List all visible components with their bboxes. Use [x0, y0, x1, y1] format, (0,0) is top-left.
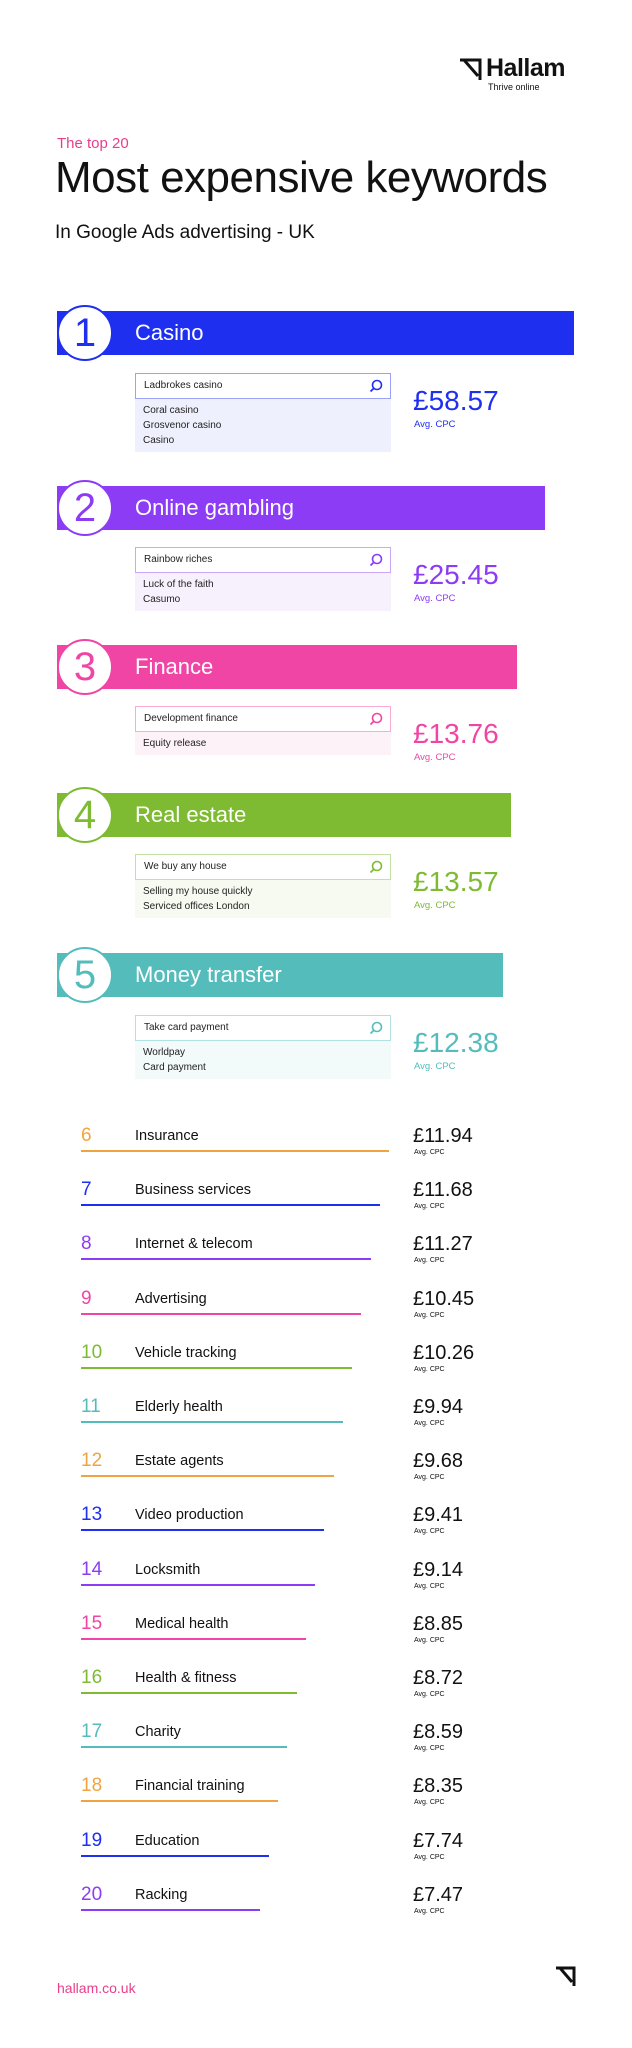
search-input[interactable]: [135, 854, 391, 880]
category-label: Estate agents: [135, 1453, 224, 1470]
avg-cpc-label: Avg. CPC: [414, 1420, 445, 1427]
rank-underline: [81, 1204, 380, 1206]
avg-cpc-value: £7.74: [413, 1829, 464, 1852]
rank-underline: [81, 1150, 389, 1152]
avg-cpc-value: £10.45: [413, 1287, 475, 1310]
rank-number: 11: [81, 1396, 101, 1417]
avg-cpc-value: £7.47: [413, 1883, 464, 1906]
suggestion-item[interactable]: Luck of the faith: [143, 579, 214, 590]
avg-cpc-value: £25.45: [413, 559, 499, 590]
rank-underline: [81, 1367, 352, 1369]
avg-cpc-label: Avg. CPC: [414, 1636, 445, 1644]
rank-underline: [81, 1258, 371, 1260]
avg-cpc-label: Avg. CPC: [414, 1691, 445, 1698]
search-suggestions: [135, 399, 391, 452]
category-banner: [57, 793, 511, 837]
category-label: Health & fitness: [135, 1670, 237, 1686]
search-query: Rainbow riches: [144, 554, 213, 565]
rank-badge: 3: [57, 639, 113, 695]
search-query: Development finance: [144, 713, 238, 724]
search-input[interactable]: [135, 706, 391, 732]
avg-cpc-value: £9.94: [413, 1396, 464, 1418]
page-title: Most expensive keywords: [55, 153, 548, 202]
brand-tagline: Thrive online: [488, 82, 540, 92]
search-suggestions: [135, 880, 391, 918]
brand-logo: [460, 56, 580, 96]
search-icon[interactable]: [369, 1021, 383, 1035]
rank-number: 6: [81, 1125, 92, 1146]
suggestion-item[interactable]: Grosvenor casino: [143, 420, 222, 431]
rank-number: 8: [81, 1233, 92, 1255]
avg-cpc-label: Avg. CPC: [414, 752, 456, 763]
rank-underline: [81, 1855, 269, 1857]
avg-cpc-value: £9.41: [413, 1504, 464, 1527]
search-example: [135, 547, 391, 611]
rank-underline: [81, 1638, 306, 1640]
avg-cpc-value: £8.59: [413, 1721, 464, 1744]
rank-number: 14: [81, 1558, 103, 1580]
footer-url[interactable]: hallam.co.uk: [57, 1980, 136, 1996]
rank-underline: [81, 1475, 334, 1477]
category-label: Medical health: [135, 1615, 229, 1632]
search-input[interactable]: [135, 373, 391, 399]
avg-cpc-value: £8.35: [413, 1775, 464, 1798]
category-label: Insurance: [135, 1128, 199, 1144]
search-example: [135, 854, 391, 918]
category-label: Vehicle tracking: [135, 1344, 237, 1361]
avg-cpc-value: £8.72: [413, 1667, 464, 1689]
suggestion-item[interactable]: Worldpay: [143, 1047, 186, 1058]
avg-cpc-value: £13.57: [413, 866, 499, 897]
avg-cpc-value: £11.94: [413, 1125, 473, 1147]
search-icon[interactable]: [369, 712, 383, 726]
rank-underline: [81, 1746, 287, 1748]
search-icon[interactable]: [369, 553, 383, 567]
rank-number: 20: [81, 1883, 103, 1905]
avg-cpc-value: £12.38: [413, 1027, 499, 1058]
avg-cpc-label: Avg. CPC: [414, 1745, 445, 1753]
search-suggestions: [135, 573, 391, 611]
rank-underline: [81, 1584, 315, 1586]
avg-cpc-label: Avg. CPC: [414, 1799, 445, 1807]
category-label: Online gambling: [135, 495, 294, 520]
avg-cpc-label: Avg. CPC: [414, 1257, 445, 1265]
search-query: Take card payment: [144, 1022, 229, 1033]
search-query: Ladbrokes casino: [144, 380, 223, 391]
search-example: [135, 706, 391, 755]
search-example: [135, 373, 391, 452]
suggestion-item[interactable]: Casumo: [143, 594, 181, 605]
category-label: Real estate: [135, 802, 247, 827]
avg-cpc-label: Avg. CPC: [414, 1474, 445, 1482]
hallam-footer-mark-icon: [556, 1966, 576, 1986]
header-kicker: The top 20: [57, 135, 129, 152]
category-label: Locksmith: [135, 1561, 201, 1578]
rank-number: 19: [81, 1829, 103, 1851]
rank-number: 15: [81, 1612, 103, 1634]
avg-cpc-value: £58.57: [413, 385, 499, 416]
rank-number: 9: [81, 1287, 92, 1309]
rank-badge: 1: [57, 305, 113, 361]
avg-cpc-label: Avg. CPC: [414, 1528, 445, 1536]
rank-number: 18: [81, 1775, 103, 1797]
avg-cpc-value: £11.68: [413, 1179, 473, 1202]
avg-cpc-label: Avg. CPC: [414, 900, 456, 911]
category-label: Business services: [135, 1182, 252, 1199]
rank-underline: [81, 1529, 324, 1531]
search-input[interactable]: [135, 547, 391, 573]
category-banner: [57, 645, 517, 689]
avg-cpc-value: £9.68: [413, 1450, 464, 1473]
rank-badge: 2: [57, 480, 113, 536]
rank-underline: [81, 1421, 343, 1423]
search-suggestions: [135, 1041, 391, 1079]
rank-underline: [81, 1692, 297, 1694]
suggestion-item[interactable]: Selling my house quickly: [143, 886, 253, 897]
avg-cpc-value: £10.26: [413, 1341, 475, 1364]
suggestion-item[interactable]: Equity release: [143, 738, 207, 749]
avg-cpc-value: £9.14: [413, 1558, 464, 1581]
avg-cpc-label: Avg. CPC: [414, 1149, 445, 1156]
search-suggestions: [135, 732, 391, 755]
suggestion-item[interactable]: Casino: [143, 435, 175, 446]
category-label: Elderly health: [135, 1399, 223, 1415]
search-input[interactable]: [135, 1015, 391, 1041]
search-icon[interactable]: [369, 860, 383, 874]
rank-underline: [81, 1800, 278, 1802]
category-banner: [57, 953, 503, 997]
category-label: Racking: [135, 1886, 188, 1903]
avg-cpc-value: £13.76: [413, 718, 499, 749]
rank-underline: [81, 1313, 361, 1315]
category-label: Casino: [135, 320, 204, 345]
rank-badge: 5: [57, 947, 113, 1003]
avg-cpc-value: £11.27: [413, 1233, 473, 1256]
rank-number: 7: [81, 1179, 92, 1201]
category-label: Charity: [135, 1724, 181, 1741]
rank-number: 16: [81, 1667, 103, 1688]
suggestion-item[interactable]: Coral casino: [143, 405, 199, 416]
rank-underline: [81, 1909, 260, 1911]
rank-badge: 4: [57, 787, 113, 843]
rank-number: 13: [81, 1504, 103, 1526]
search-example: [135, 1015, 391, 1079]
avg-cpc-label: Avg. CPC: [414, 1582, 445, 1590]
avg-cpc-label: Avg. CPC: [414, 1203, 445, 1211]
avg-cpc-label: Avg. CPC: [414, 1853, 445, 1861]
avg-cpc-label: Avg. CPC: [414, 1365, 445, 1373]
avg-cpc-label: Avg. CPC: [414, 419, 456, 430]
category-banner: [57, 486, 545, 530]
rank-number: 17: [81, 1721, 103, 1743]
category-label: Money transfer: [135, 962, 282, 987]
hallam-logo-mark-icon: [460, 58, 482, 80]
category-label: Education: [135, 1832, 200, 1849]
suggestion-item[interactable]: Serviced offices London: [143, 901, 250, 912]
avg-cpc-label: Avg. CPC: [414, 1061, 456, 1072]
avg-cpc-label: Avg. CPC: [414, 1311, 445, 1319]
suggestion-item[interactable]: Card payment: [143, 1062, 206, 1073]
category-banner: [57, 311, 574, 355]
brand-name: Hallam: [486, 54, 565, 82]
category-label: Financial training: [135, 1778, 245, 1795]
rank-number: 10: [81, 1341, 103, 1363]
page-subtitle: In Google Ads advertising - UK: [55, 222, 315, 243]
avg-cpc-label: Avg. CPC: [414, 1907, 445, 1915]
rank-number: 12: [81, 1450, 103, 1472]
category-label: Advertising: [135, 1290, 207, 1307]
category-label: Finance: [135, 654, 214, 679]
search-query: We buy any house: [144, 861, 227, 872]
avg-cpc-label: Avg. CPC: [414, 593, 456, 604]
category-label: Video production: [135, 1507, 244, 1524]
category-label: Internet & telecom: [135, 1236, 253, 1253]
search-icon[interactable]: [369, 379, 383, 393]
avg-cpc-value: £8.85: [413, 1612, 464, 1635]
